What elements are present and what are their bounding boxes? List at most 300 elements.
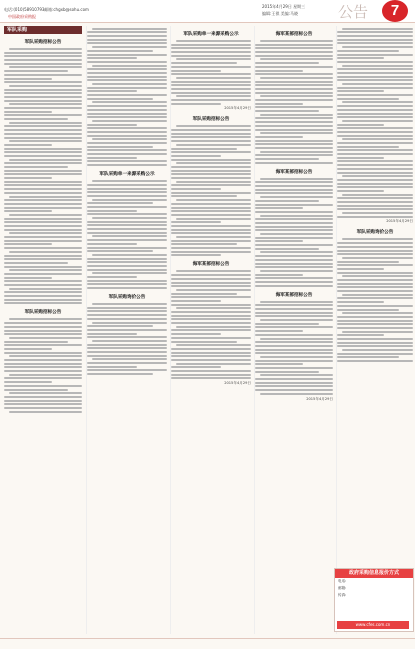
text-line [4,262,68,264]
text-line [260,114,333,116]
text-line [171,214,251,216]
text-line [260,233,333,235]
text-line [87,276,137,278]
text-line [337,301,384,303]
text-line [337,157,384,159]
text-line [92,322,167,324]
text-line [4,352,82,354]
text-line [337,172,413,174]
text-line [255,345,333,347]
text-line [4,359,82,361]
text-line [171,195,237,197]
text-line [255,226,333,228]
text-line [87,39,167,41]
text-line [4,255,82,257]
text-line [255,143,333,145]
text-line [171,148,237,150]
text-line [171,207,251,209]
text-line [255,204,333,206]
text-line [92,235,167,237]
text-line [337,90,384,92]
text-line [87,307,167,309]
article-title: 海军某部招标公告 [192,262,230,268]
text-line [87,31,167,33]
text-line [92,358,167,360]
text-line [87,206,167,208]
text-line [87,79,167,81]
text-line [260,356,333,358]
article-date: 2015年4月29日 [224,381,251,386]
text-line [255,66,333,68]
text-line [87,247,167,249]
text-line [342,275,413,277]
text-line [337,131,413,133]
text-line [171,352,251,354]
text-line [337,305,413,307]
text-line [87,157,137,159]
text-line [87,224,167,226]
text-line [337,127,413,129]
text-line [87,333,137,335]
text-line [171,151,251,153]
text-line [87,314,167,316]
text-line [171,62,237,64]
text-line [4,144,52,146]
text-line [255,281,333,283]
text-line [176,162,251,164]
text-line [255,207,303,209]
text-line [342,238,413,240]
text-line [255,367,333,369]
text-line [337,246,413,248]
text-line [4,400,82,402]
text-line [337,142,413,144]
text-line [171,225,251,227]
text-line [87,76,167,78]
text-line [92,65,167,67]
text-line [87,344,167,346]
text-line [87,239,167,241]
text-line [87,164,167,166]
text-line [255,106,333,108]
text-line [171,140,251,142]
text-line [255,154,333,156]
article [171,262,251,386]
text-line [255,140,333,142]
text-line [87,195,167,197]
text-line [255,385,333,387]
text-line [171,88,251,90]
text-line [176,270,251,272]
text-line [87,228,167,230]
column-1 [4,26,82,634]
text-line [337,286,413,288]
text-line [337,94,413,96]
text-line [255,371,319,373]
text-line [255,47,333,49]
text-line [87,355,167,357]
text-line [4,221,82,223]
text-line [342,194,413,196]
text-line [87,94,167,96]
text-line [342,349,413,351]
text-line [171,274,251,276]
page-header [0,0,415,23]
text-line [87,269,167,271]
text-line [87,232,167,234]
section-header: 军队采购 [4,26,82,34]
column-3 [170,26,251,634]
text-line [87,184,167,186]
text-line [255,259,333,261]
text-line [255,44,333,46]
text-line [4,74,82,76]
text-line [171,370,251,372]
text-line [87,221,167,223]
text-line [337,164,413,166]
text-line [171,293,237,295]
text-line [9,374,82,376]
text-line [255,222,333,224]
text-line [342,120,413,122]
text-line [4,218,82,220]
text-line [171,359,251,361]
text-line [171,374,251,376]
text-line [87,87,167,89]
text-line [4,59,82,61]
text-line [87,261,167,263]
text-line [337,283,413,285]
text-line [171,136,251,138]
text-line [171,73,251,75]
text-line [255,129,333,131]
text-line [4,348,52,350]
text-line [9,48,82,50]
text-line [260,40,333,42]
text-line [87,329,167,331]
text-line [337,186,413,188]
article [337,28,413,225]
editor-credit: 编辑:王祺 美编:马晓 [262,11,298,16]
text-line [255,237,333,239]
text-line [92,120,167,122]
text-line [4,181,82,183]
text-line [255,308,333,310]
text-line [9,232,82,234]
text-line [337,54,413,56]
text-line [337,31,413,33]
text-line [255,51,333,53]
text-line [4,299,82,301]
text-line [171,133,251,135]
text-line [255,244,333,246]
text-line [255,326,333,328]
text-line [171,377,251,379]
text-line [9,66,82,68]
text-line [9,318,82,320]
text-line [92,303,167,305]
article-date: 2015年4月29日 [306,396,333,401]
text-line [92,199,167,201]
text-line [171,55,251,57]
text-line [337,87,413,89]
text-line [255,323,319,325]
text-line [337,113,413,115]
text-line [4,295,82,297]
text-line [87,287,167,289]
text-line [337,105,413,107]
text-line [87,202,153,204]
text-line [337,356,399,358]
text-line [4,78,52,80]
text-line [87,146,153,148]
text-line [87,149,167,151]
text-line [171,322,251,324]
ad-line: 电话: [338,579,347,583]
page-footer [0,638,415,649]
text-line [337,290,413,292]
text-line [92,272,167,274]
text-line [92,340,167,342]
text-line [92,28,167,30]
text-line [4,162,82,164]
article [4,310,82,412]
text-line [87,362,167,364]
text-line [255,88,333,90]
text-line [176,326,251,328]
text-line [255,147,333,149]
text-line [255,334,333,336]
text-line [171,99,251,101]
article-title: 军队采购询价公告 [108,295,146,301]
text-line [337,353,413,355]
text-line [87,351,167,353]
text-line [255,84,333,86]
ad-box [334,568,414,632]
text-line [171,92,251,94]
text-line [260,215,333,217]
text-line [92,83,167,85]
text-line [4,114,82,116]
article [171,117,251,256]
ad-url[interactable]: www.cfes.com.cn [337,621,409,629]
text-line [4,291,82,293]
text-line [9,251,82,253]
phone-label: 电话:(010)58910793 [4,7,45,12]
text-line [87,336,167,338]
text-line [171,337,251,339]
text-line [4,111,52,113]
text-line [342,138,413,140]
text-line [4,403,82,405]
text-line [342,175,413,177]
text-line [255,352,333,354]
text-line [176,307,251,309]
article [87,28,167,166]
article-date: 2015年4月29日 [224,106,251,111]
text-line [87,116,167,118]
text-line [87,54,167,56]
text-line [171,177,251,179]
text-line [87,250,153,252]
text-line [176,95,251,97]
text-line [176,77,251,79]
text-line [171,282,251,284]
text-line [4,199,82,201]
text-line [337,297,413,299]
text-line [171,155,221,157]
text-line [255,55,333,57]
text-line [342,28,413,30]
text-line [9,214,82,216]
text-line [87,373,153,375]
text-line [337,205,413,207]
text-line [337,68,413,70]
text-line [92,138,167,140]
ad-line: 传真: [338,593,347,597]
text-line [337,98,399,100]
text-line [4,396,82,398]
text-line [255,181,333,183]
text-line [171,221,221,223]
text-line [4,137,82,139]
text-line [171,81,251,83]
text-line [9,196,82,198]
text-line [4,229,82,231]
text-line [342,101,413,103]
text-line [342,294,413,296]
text-line [87,68,167,70]
text-line [4,63,82,65]
text-line [255,81,333,83]
text-line [4,188,82,190]
text-line [4,92,82,94]
article [337,230,413,362]
text-line [9,411,82,413]
text-line [4,273,82,275]
text-line [4,166,68,168]
text-line [9,85,82,87]
text-line [176,289,251,291]
article [255,170,333,287]
text-line [260,151,333,153]
text-line [171,278,251,280]
text-line [87,160,167,162]
text-line [171,254,221,256]
text-line [4,210,52,212]
text-line [176,181,251,183]
article [255,293,333,402]
text-line [255,315,333,317]
text-line [87,213,167,215]
text-line [255,285,333,287]
text-line [337,190,384,192]
text-line [260,95,333,97]
text-line [255,349,333,351]
text-line [255,158,319,160]
text-line [4,55,82,57]
text-line [255,389,333,391]
text-line [337,327,413,329]
text-line [4,377,82,379]
text-line [337,109,413,111]
text-line [255,117,333,119]
text-line [171,311,251,313]
text-line [4,207,82,209]
text-line [255,103,303,105]
text-line [337,334,384,336]
text-line [337,253,413,255]
text-line [9,288,82,290]
text-line [171,333,221,335]
article [171,32,251,111]
text-line [337,338,413,340]
text-line [171,341,237,343]
text-line [171,318,251,320]
text-line [337,50,399,52]
text-line [171,170,251,172]
text-line [342,46,413,48]
text-line [176,40,251,42]
text-line [87,142,167,144]
text-line [9,159,82,161]
text-line [255,382,333,384]
text-line [87,265,167,267]
text-line [4,151,82,153]
article [4,40,82,304]
text-line [255,162,333,164]
text-line [342,331,413,333]
text-line [255,304,333,306]
text-line [4,170,82,172]
article [87,295,167,375]
text-line [4,333,82,335]
text-line [342,83,413,85]
text-line [342,65,413,67]
text-line [255,312,333,314]
text-line [4,125,82,127]
masthead: 中国政府采购报 [8,14,36,19]
issue-date: 2015年4月29日 星期三 [262,4,306,9]
text-line [4,173,82,175]
text-line [4,277,52,279]
text-line [337,261,399,263]
text-line [9,140,82,142]
text-line [87,347,167,349]
text-line [171,159,251,161]
text-line [87,105,167,107]
text-line [260,270,333,272]
text-line [171,329,251,331]
text-line [255,189,333,191]
article [255,32,333,164]
text-line [4,280,82,282]
text-line [337,279,413,281]
text-line [337,345,413,347]
text-line [4,240,82,242]
text-line [171,355,251,357]
column-4 [254,26,333,634]
text-line [4,89,82,91]
text-line [4,266,82,268]
text-line [255,73,333,75]
column-2 [86,26,167,634]
text-line [4,344,82,346]
text-line [337,135,413,137]
text-line [4,129,82,131]
text-line [92,46,167,48]
text-line [4,363,82,365]
